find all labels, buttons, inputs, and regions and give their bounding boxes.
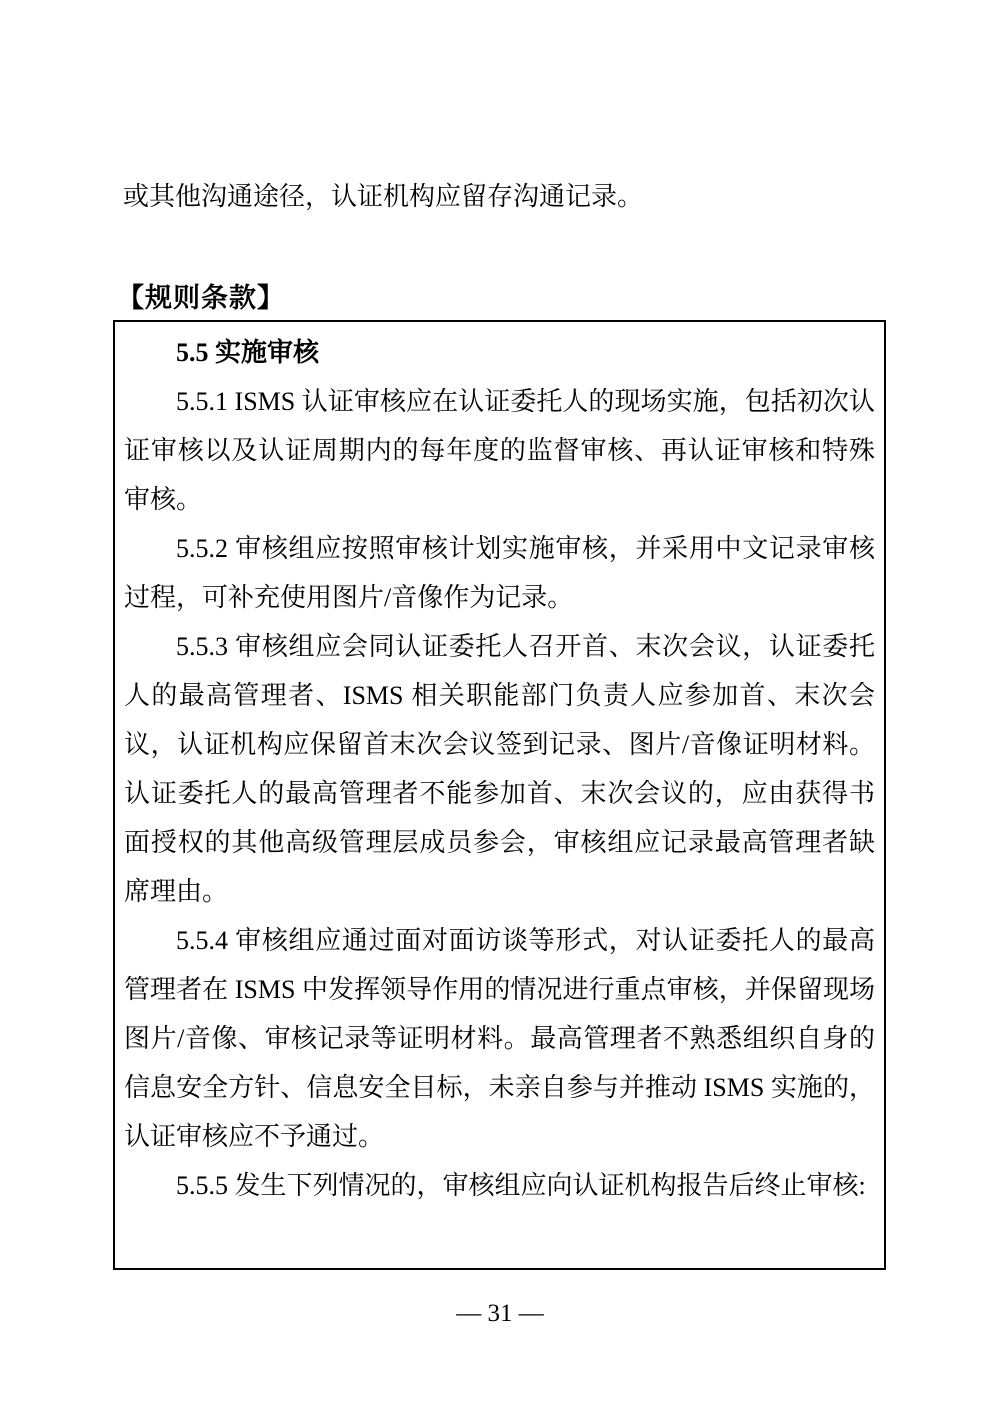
rule-box [113,320,886,1270]
clause-5-5-5: 5.5.5 发生下列情况的，审核组应向认证机构报告后终止审核: [176,1171,866,1200]
page-footer [0,1298,1000,1330]
clause-5-5-4: 5.5.4 审核组应通过面对面访谈等形式，对认证委托人的最高管理者在 ISMS 中发挥领导作用的情况进行重点审核，并保留现场图片/音像、审核记录等证明材料。最高管理者不熟悉组织自身的信息安全方针、信息安全目标，未亲自参与并推动 ISMS 实施的，认证审核应不予通过。 [124,926,875,1151]
clause-5-5-2: 5.5.2 审核组应按照审核计划实施审核，并采用中文记录审核过程，可补充使用图片/音像作为记录。 [124,534,875,612]
page-number: — 31 — [456,1300,544,1327]
rule-heading: 5.5 实施审核 [176,338,320,367]
intro-paragraph: 或其他沟通途径，认证机构应留存沟通记录。 [123,182,644,211]
clause-5-5-1: 5.5.1 ISMS 认证审核应在认证委托人的现场实施，包括初次认证审核以及认证周期内的每年度的监督审核、再认证审核和特殊审核。 [124,387,875,514]
clause-5-5-3: 5.5.3 审核组应会同认证委托人召开首、末次会议，认证委托人的最高管理者、ISMS 相关职能部门负责人应参加首、末次会议，认证机构应保留首末次会议签到记录、图片/音像证明材料。认证委托人的最高管理者不能参加首、末次会议的，应由获得书面授权的其他高级管理层成员参会，审核组应记录最高管理者缺席理由。 [124,632,875,906]
section-label: 【规则条款】 [117,283,285,313]
